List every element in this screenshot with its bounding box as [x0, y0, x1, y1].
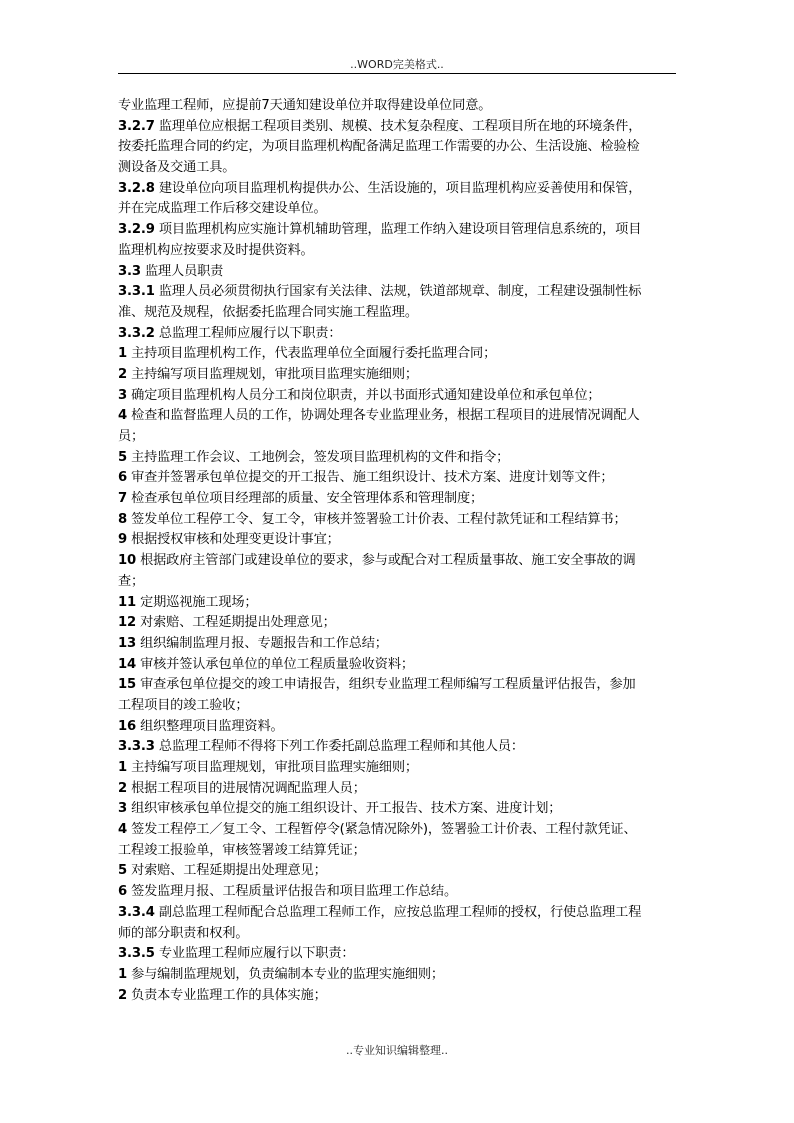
clause-number: 6 [118, 470, 128, 486]
clause-number: 4 [118, 822, 128, 838]
line-text: 签发单位工程停工令、复工令，审核并签署验工计价表、工程付款凭证和工程结算书； [127, 511, 627, 527]
clause-number: 11 [118, 594, 137, 610]
text-line [118, 241, 684, 262]
line-text: 审查承包单位提交的竣工申请报告，组织专业监理工程师编写工程质量评估报告，参加 [136, 677, 636, 693]
line-text: 专业监理工程师，应提前7天通知建设单位并取得建设单位同意。 [118, 98, 492, 113]
clause-number: 5 [118, 449, 128, 465]
text-line [118, 220, 684, 241]
line-text: 专业监理工程师应履行以下职责： [154, 946, 355, 962]
clause-number: 7 [118, 491, 128, 507]
line-text: 主持项目监理机构工作，代表监理单位全面履行委托监理合同； [127, 346, 497, 362]
clause-number: 1 [118, 346, 128, 362]
line-text: 签发监理月报、工程质量评估报告和项目监理工作总结。 [127, 884, 458, 900]
clause-number: 2 [118, 987, 128, 1003]
text-line [118, 406, 684, 427]
line-text: 定期巡视施工现场； [136, 594, 258, 610]
clause-number: 13 [118, 635, 137, 651]
clause-number: 3.3.1 [118, 284, 155, 300]
text-line [118, 593, 684, 614]
line-text: 监理人员职责 [140, 263, 224, 279]
clause-number: 3.3.5 [118, 946, 155, 962]
text-line [118, 427, 684, 448]
text-line [118, 717, 684, 738]
text-line [118, 841, 684, 862]
line-text: 工程项目的竣工验收； [118, 697, 249, 713]
clause-number: 3.3.4 [118, 904, 155, 920]
line-text: 检查和监督监理人员的工作，协调处理各专业监理业务，根据工程项目的进展情况调配人 [127, 408, 640, 424]
line-text: 参与编制监理规划，负责编制本专业的监理实施细则； [127, 966, 444, 982]
text-line [118, 199, 684, 220]
line-text: 审查并签署承包单位提交的开工报告、施工组织设计、技术方案、进度计划等文件； [127, 470, 614, 486]
clause-number: 3.3 [118, 263, 141, 279]
text-line [118, 820, 684, 841]
line-text: 测设备及交通工具。 [118, 160, 236, 176]
text-line [118, 448, 684, 469]
text-line [118, 262, 684, 283]
text-line [118, 117, 684, 138]
clause-number: 4 [118, 408, 128, 424]
line-text: 项目监理机构应实施计算机辅助管理，监理工作纳入建设项目管理信息系统的，项目 [154, 222, 642, 238]
text-line [118, 634, 684, 655]
line-text: 员； [118, 429, 145, 444]
line-text: 根据授权审核和处理变更设计事宜； [127, 532, 340, 548]
line-text: 主持编写项目监理规划，审批项目监理实施细则； [127, 760, 418, 775]
clause-number: 6 [118, 884, 128, 900]
line-text: 主持监理工作会议、工地例会，签发项目监理机构的文件和指令； [127, 449, 510, 465]
line-text: 检查承包单位项目经理部的质量、安全管理体系和管理制度； [127, 491, 484, 507]
text-line [118, 158, 684, 179]
line-text: 对索赔、工程延期提出处理意见； [127, 863, 327, 879]
line-text: 师的部分职责和权利。 [118, 925, 249, 941]
clause-number: 16 [118, 718, 137, 734]
text-line [118, 303, 684, 324]
line-text: 总监理工程师应履行以下职责： [154, 325, 342, 341]
clause-number: 3 [118, 801, 128, 817]
text-line [118, 675, 684, 696]
text-line [118, 944, 684, 965]
clause-number: 1 [118, 966, 128, 982]
header-divider [118, 73, 676, 74]
line-text: 按委托监理合同的约定，为项目监理机构配备满足监理工作需要的办公、生活设施、检验检 [118, 139, 640, 155]
text-line [118, 468, 684, 489]
line-text: 建设单位向项目监理机构提供办公、生活设施的，项目监理机构应妥善使用和保管， [154, 180, 642, 196]
text-line [118, 779, 684, 800]
line-text: 监理单位应根据工程项目类别、规模、技术复杂程度、工程项目所在地的环境条件， [154, 118, 642, 134]
line-text: 审核并签认承包单位的单位工程质量验收资料； [136, 656, 414, 672]
text-line [118, 344, 684, 365]
text-line [118, 551, 684, 572]
text-line [118, 179, 684, 200]
clause-number: 15 [118, 677, 137, 693]
text-line [118, 861, 684, 882]
line-text: 监理人员必须贯彻执行国家有关法律、法规，铁道部规章、制度，工程建设强制性标 [154, 284, 642, 300]
page-footer: ..专业知识编辑整理.. [346, 1044, 448, 1057]
text-line [118, 510, 684, 531]
clause-number: 12 [118, 615, 137, 631]
line-text: 工程竣工报验单，审核签署竣工结算凭证； [118, 842, 366, 858]
text-line [118, 737, 684, 758]
line-text: 并在完成监理工作后移交建设单位。 [118, 201, 327, 217]
clause-number: 3.3.3 [118, 739, 155, 755]
text-line [118, 282, 684, 303]
clause-number: 14 [118, 656, 137, 672]
line-text: 总监理工程师不得将下列工作委托副总监理工程师和其他人员： [154, 739, 524, 755]
text-line [118, 530, 684, 551]
line-text: 签发工程停工／复工令、工程暂停令(紧急情况除外)，签署验工计价表、工程付款凭证、 [127, 822, 637, 838]
clause-number: 3.2.9 [118, 222, 155, 238]
line-text: 查； [118, 573, 145, 589]
text-line [118, 986, 684, 1007]
clause-number: 1 [118, 760, 128, 775]
line-text: 主持编写项目监理规划，审批项目监理实施细则； [127, 366, 418, 382]
text-line [118, 613, 684, 634]
text-line [118, 799, 684, 820]
clause-number: 9 [118, 532, 128, 548]
text-line [118, 137, 684, 158]
clause-number: 3.3.2 [118, 325, 155, 341]
clause-number: 2 [118, 366, 128, 382]
page-header: ..WORD完美格式.. [350, 58, 444, 71]
text-line [118, 324, 684, 345]
text-line [118, 903, 684, 924]
clause-number: 3.2.8 [118, 180, 155, 196]
line-text: 组织编制监理月报、专题报告和工作总结； [136, 635, 388, 651]
line-text: 根据工程项目的进展情况调配监理人员； [127, 780, 366, 796]
text-line [118, 882, 684, 903]
text-line [118, 489, 684, 510]
text-line [118, 655, 684, 676]
line-text: 确定项目监理机构人员分工和岗位职责，并以书面形式通知建设单位和承包单位； [127, 387, 601, 403]
line-text: 组织审核承包单位提交的施工组织设计、开工报告、技术方案、进度计划； [127, 801, 562, 817]
clause-number: 3 [118, 387, 128, 403]
line-text: 根据政府主管部门或建设单位的要求，参与或配合对工程质量事故、施工安全事故的调 [136, 553, 636, 569]
text-line [118, 572, 684, 593]
line-text: 对索赔、工程延期提出处理意见； [136, 615, 336, 631]
text-line [118, 96, 684, 117]
clause-number: 10 [118, 553, 137, 569]
line-text: 准、规范及规程，依据委托监理合同实施工程监理。 [118, 304, 418, 320]
clause-number: 8 [118, 511, 128, 527]
line-text: 负责本专业监理工作的具体实施； [127, 987, 327, 1003]
text-line [118, 365, 684, 386]
line-text: 副总监理工程师配合总监理工程师工作，应按总监理工程师的授权，行使总监理工程 [154, 904, 642, 920]
line-text: 监理机构应按要求及时提供资料。 [118, 242, 314, 258]
text-line [118, 696, 684, 717]
text-line [118, 758, 684, 779]
text-line [118, 386, 684, 407]
line-text: 组织整理项目监理资料。 [136, 718, 284, 734]
clause-number: 3.2.7 [118, 118, 155, 134]
text-line [118, 965, 684, 986]
document-body [118, 96, 684, 1006]
clause-number: 2 [118, 780, 128, 796]
clause-number: 5 [118, 863, 128, 879]
text-line [118, 924, 684, 945]
